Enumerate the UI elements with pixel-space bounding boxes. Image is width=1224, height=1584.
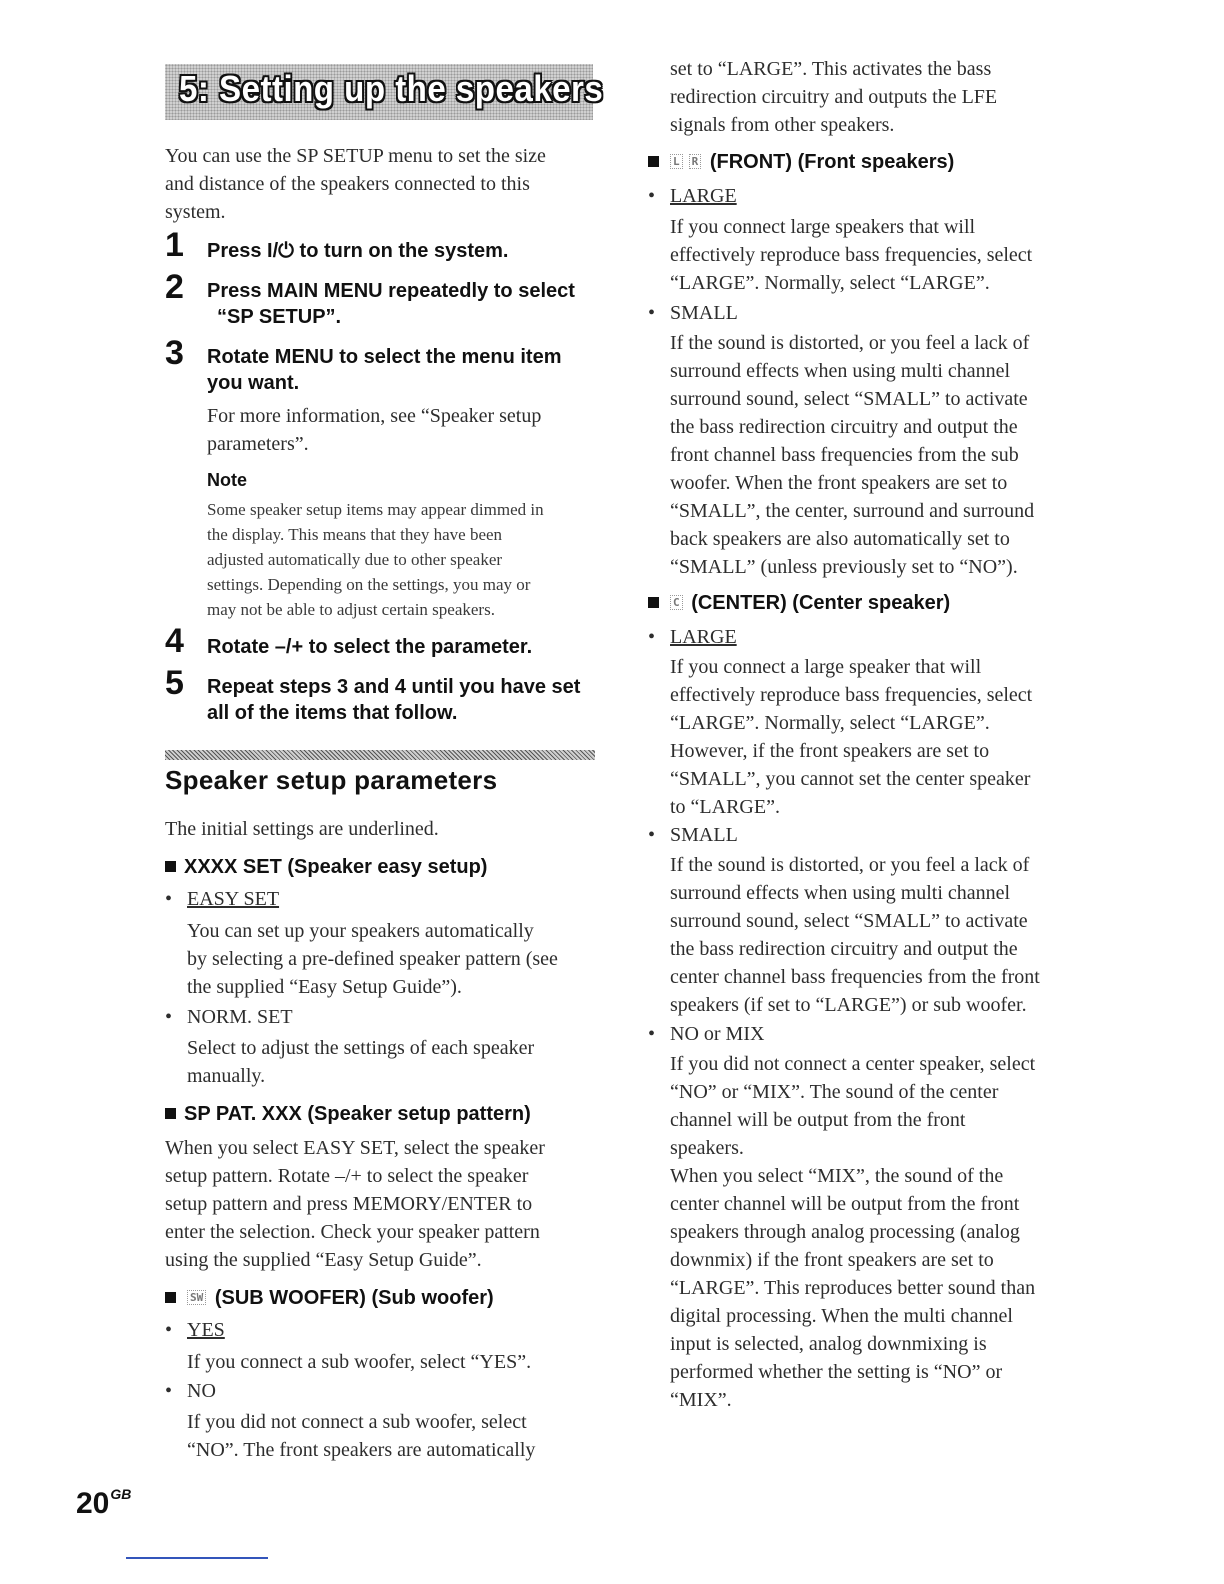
center-speaker-icon: C bbox=[670, 595, 683, 610]
body-line: You can set up your speakers automatically bbox=[187, 920, 534, 942]
body-line: using the supplied “Easy Setup Guide”. bbox=[165, 1249, 482, 1271]
heading-text: (SUB WOOFER) (Sub woofer) bbox=[214, 1287, 494, 1309]
option-body bbox=[187, 917, 597, 1001]
body-line: “LARGE”. Normally, select “LARGE”. bbox=[670, 712, 990, 734]
option-no-or-mix: • NO or MIX bbox=[648, 1023, 765, 1045]
body-line: surround effects when using multi channel bbox=[670, 360, 1011, 382]
body-line: speakers (if set to “LARGE”) or sub woofer. bbox=[670, 994, 1027, 1016]
option-norm-set: • NORM. SET bbox=[165, 1006, 293, 1028]
body-line: “MIX”. bbox=[670, 1389, 732, 1411]
body-line: front channel bass frequencies from the sub bbox=[670, 444, 1019, 466]
option-small: • SMALL bbox=[648, 302, 738, 324]
option-large: • LARGE bbox=[648, 626, 737, 648]
easy-setup-heading bbox=[165, 856, 487, 879]
note-line: the display. This means that they have been bbox=[207, 525, 503, 544]
bullet-square-icon bbox=[648, 597, 659, 608]
page-number-value: 20 bbox=[76, 1487, 110, 1520]
body-line: the bass redirection circuitry and output the bbox=[670, 938, 1018, 960]
option-body bbox=[670, 329, 1080, 581]
step-text bbox=[207, 674, 580, 726]
step-text: Press I/⏻ to turn on the system. bbox=[207, 240, 509, 262]
body-line: “LARGE”. This reproduces better sound than bbox=[670, 1277, 1036, 1299]
option-label: NO or MIX bbox=[670, 1023, 765, 1045]
heading-text: (CENTER) (Center speaker) bbox=[691, 592, 951, 614]
option-label: LARGE bbox=[670, 626, 737, 648]
step-text bbox=[207, 278, 575, 330]
step-text bbox=[207, 344, 562, 396]
option-body bbox=[187, 1348, 597, 1376]
body-line: However, if the front speakers are set to bbox=[670, 740, 990, 762]
body-line: speakers. bbox=[670, 1137, 744, 1159]
body-line: digital processing. When the multi channel bbox=[670, 1305, 1013, 1327]
body-line: surround effects when using multi channel bbox=[670, 882, 1011, 904]
option-yes: • YES bbox=[165, 1319, 225, 1341]
note-body bbox=[207, 497, 597, 622]
page-title: 5: Setting up the speakers bbox=[179, 68, 604, 109]
body-line: surround sound, select “SMALL” to activate bbox=[670, 910, 1028, 932]
body-line: input is selected, analog downmixing is bbox=[670, 1333, 987, 1355]
intro-line: You can use the SP SETUP menu to set the size bbox=[165, 145, 546, 167]
front-speakers-heading bbox=[648, 151, 954, 174]
body-line: downmix) if the front speakers are set to bbox=[670, 1249, 994, 1271]
body-line: If the sound is distorted, or you feel a lack of bbox=[670, 854, 1030, 876]
option-label: SMALL bbox=[670, 302, 738, 324]
body-line: If the sound is distorted, or you feel a lack of bbox=[670, 332, 1030, 354]
body-line: When you select “MIX”, the sound of the bbox=[670, 1165, 1004, 1187]
option-body bbox=[670, 851, 1080, 1019]
body-line: center channel bass frequencies from the front bbox=[670, 966, 1040, 988]
body-line: setup pattern. Rotate –/+ to select the speaker bbox=[165, 1165, 529, 1187]
detail-line: For more information, see “Speaker setup bbox=[207, 405, 542, 427]
bullet-square-icon bbox=[165, 861, 176, 872]
body-line: surround sound, select “SMALL” to activate bbox=[670, 388, 1028, 410]
step-line: all of the items that follow. bbox=[207, 702, 458, 724]
intro-paragraph bbox=[165, 142, 595, 226]
option-body bbox=[670, 213, 1080, 297]
note-line: adjusted automatically due to other speaker bbox=[207, 550, 503, 569]
center-speaker-heading bbox=[648, 592, 950, 615]
body-line: speakers through analog processing (analog bbox=[670, 1221, 1020, 1243]
pattern-body bbox=[165, 1134, 597, 1274]
step-line: “SP SETUP”. bbox=[217, 306, 342, 328]
bullet-square-icon bbox=[165, 1292, 176, 1303]
intro-line: system. bbox=[165, 201, 226, 223]
step-number: 3 bbox=[165, 334, 184, 372]
option-label: NO bbox=[187, 1380, 216, 1402]
option-body bbox=[187, 1034, 597, 1090]
body-line: woofer. When the front speakers are set to bbox=[670, 472, 1008, 494]
pattern-heading bbox=[165, 1103, 531, 1126]
sub-woofer-icon: SW bbox=[187, 1290, 206, 1305]
page-number-suffix: GB bbox=[110, 1486, 132, 1502]
body-line: signals from other speakers. bbox=[670, 114, 895, 136]
step-line: Repeat steps 3 and 4 until you have set bbox=[207, 676, 581, 698]
body-line: setup pattern and press MEMORY/ENTER to bbox=[165, 1193, 533, 1215]
step-number: 1 bbox=[165, 226, 184, 264]
body-line: If you did not connect a sub woofer, select bbox=[187, 1411, 527, 1433]
step3-detail bbox=[207, 402, 597, 458]
body-line: the supplied “Easy Setup Guide”). bbox=[187, 976, 462, 998]
section-intro: The initial settings are underlined. bbox=[165, 818, 439, 840]
body-line: effectively reproduce bass frequencies, select bbox=[670, 684, 1033, 706]
note-line: settings. Depending on the settings, you may or bbox=[207, 575, 531, 594]
step-text: Rotate –/+ to select the parameter. bbox=[207, 636, 533, 658]
detail-line: parameters”. bbox=[207, 433, 309, 455]
bullet-square-icon bbox=[648, 156, 659, 167]
sub-woofer-continued bbox=[670, 55, 1080, 139]
note-line: may not be able to adjust certain speakers. bbox=[207, 600, 495, 619]
front-left-speaker-icon: L bbox=[670, 154, 683, 169]
note-line: Some speaker setup items may appear dimmed in bbox=[207, 500, 544, 519]
heading-text: (FRONT) (Front speakers) bbox=[709, 151, 955, 173]
page-number bbox=[76, 1486, 131, 1521]
body-line: effectively reproduce bass frequencies, select bbox=[670, 244, 1033, 266]
note-label: Note bbox=[207, 470, 247, 490]
option-small: • SMALL bbox=[648, 824, 738, 846]
body-line: “NO” or “MIX”. The sound of the center bbox=[670, 1081, 999, 1103]
option-label: NORM. SET bbox=[187, 1006, 293, 1028]
option-large: • LARGE bbox=[648, 185, 737, 207]
body-line: manually. bbox=[187, 1065, 266, 1087]
footer-rule bbox=[126, 1557, 268, 1559]
bullet-square-icon bbox=[165, 1108, 176, 1119]
body-line: the bass redirection circuitry and output the bbox=[670, 416, 1018, 438]
step-number: 5 bbox=[165, 664, 184, 702]
option-body bbox=[670, 1050, 1080, 1414]
body-line: If you connect a large speaker that will bbox=[670, 656, 982, 678]
body-line: center channel will be output from the front bbox=[670, 1193, 1020, 1215]
step-line: Rotate MENU to select the menu item bbox=[207, 346, 562, 368]
body-line: by selecting a pre-defined speaker pattern (see bbox=[187, 948, 558, 970]
body-line: When you select EASY SET, select the speaker bbox=[165, 1137, 545, 1159]
step-number: 2 bbox=[165, 268, 184, 306]
section-title: Speaker setup parameters bbox=[165, 765, 498, 795]
body-line: “SMALL”, the center, surround and surround bbox=[670, 500, 1035, 522]
option-label: SMALL bbox=[670, 824, 738, 846]
option-body bbox=[187, 1408, 597, 1464]
body-line: redirection circuitry and outputs the LFE bbox=[670, 86, 998, 108]
body-line: If you did not connect a center speaker, select bbox=[670, 1053, 1036, 1075]
option-easy-set: • EASY SET bbox=[165, 888, 280, 910]
option-body bbox=[670, 653, 1080, 821]
title-banner bbox=[165, 64, 604, 120]
step-line: Press MAIN MENU repeatedly to select bbox=[207, 280, 575, 302]
heading-text: XXXX SET (Speaker easy setup) bbox=[184, 856, 488, 878]
body-line: “SMALL”, you cannot set the center speaker bbox=[670, 768, 1031, 790]
body-line: channel will be output from the front bbox=[670, 1109, 966, 1131]
heading-text: SP PAT. XXX (Speaker setup pattern) bbox=[184, 1103, 531, 1125]
intro-line: and distance of the speakers connected to this bbox=[165, 173, 530, 195]
step-line: you want. bbox=[207, 372, 300, 394]
body-line: “NO”. The front speakers are automatically bbox=[187, 1439, 536, 1461]
body-line: “SMALL” (unless previously set to “NO”). bbox=[670, 556, 1018, 578]
step-number: 4 bbox=[165, 622, 184, 660]
option-label: EASY SET bbox=[187, 888, 280, 910]
body-line: Select to adjust the settings of each speaker bbox=[187, 1037, 535, 1059]
body-line: If you connect large speakers that will bbox=[670, 216, 976, 238]
option-label: YES bbox=[187, 1319, 225, 1341]
body-line: to “LARGE”. bbox=[670, 796, 780, 818]
body-line: set to “LARGE”. This activates the bass bbox=[670, 58, 992, 80]
body-line: “LARGE”. Normally, select “LARGE”. bbox=[670, 272, 990, 294]
body-line: performed whether the setting is “NO” or bbox=[670, 1361, 1003, 1383]
option-no: • NO bbox=[165, 1380, 216, 1402]
body-line: back speakers are also automatically set to bbox=[670, 528, 1010, 550]
sub-woofer-heading bbox=[165, 1287, 494, 1310]
option-label: LARGE bbox=[670, 185, 737, 207]
body-line: enter the selection. Check your speaker pattern bbox=[165, 1221, 540, 1243]
body-line: If you connect a sub woofer, select “YES”. bbox=[187, 1351, 532, 1373]
front-right-speaker-icon: R bbox=[689, 154, 702, 169]
section-divider bbox=[165, 750, 595, 760]
